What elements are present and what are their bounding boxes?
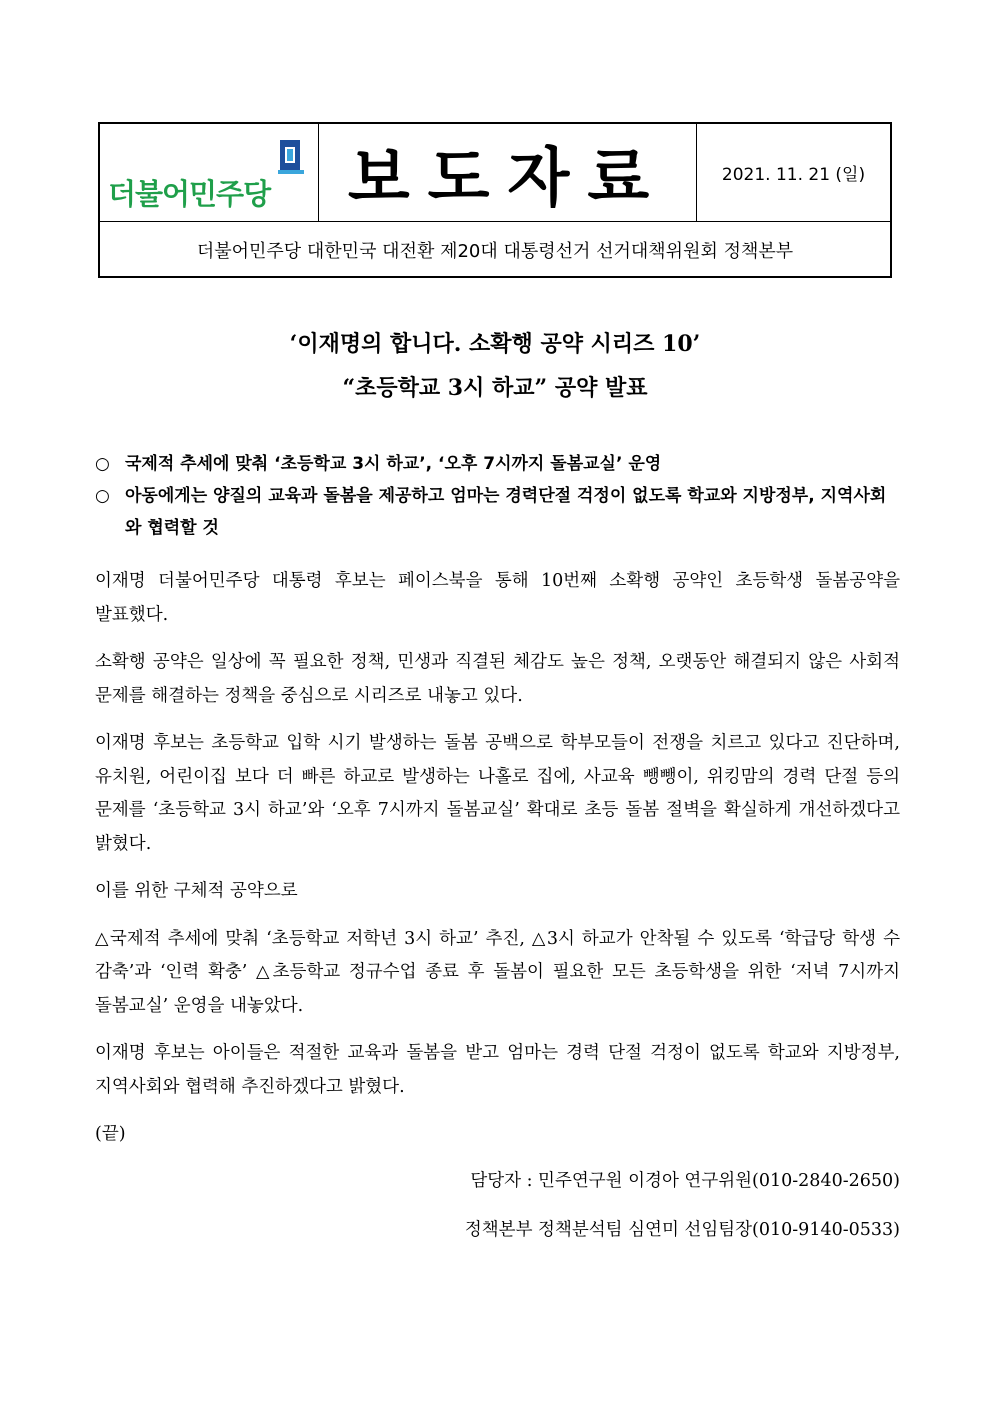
body-paragraph: 이재명 후보는 초등학교 입학 시기 발생하는 돌봄 공백으로 학부모들이 전쟁을 치르고 있다고 진단하며, 유치원, 어린이집 보다 더 빠른 하교로 발생하는 나홀로 집에, 사교육 뺑뺑이, 위킹맘의 경력 단절 등의 문제를 ‘초등학교 3시 하교’와 ‘오후 7시까지 돌봄교실’ 확대로 초등 돌봄 절벽을 확실하게 개선하겠다고 밝혔다. — [95, 733, 900, 854]
party-logo — [100, 124, 319, 221]
body-paragraph: 이재명 후보는 아이들은 적절한 교육과 돌봄을 받고 엄마는 경력 단절 걱정이 없도록 학교와 지방정부, 지역사회와 협력해 추진하겠다고 밝혔다. — [95, 1043, 900, 1097]
headline-line-2: “초등학교 3시 하교” 공약 발표 — [342, 375, 648, 401]
bullet-text: 아동에게는 양질의 교육과 돌봄을 제공하고 엄마는 경력단절 걱정이 없도록 학교와 지방정부, 지역사회와 협력할 것 — [125, 486, 887, 538]
body-paragraph: 소확행 공약은 일상에 꼭 필요한 정책, 민생과 직결된 체감도 높은 정책, 오랫동안 해결되지 않은 사회적 문제를 해결하는 정책을 중심으로 시리즈로 내놓고 있다. — [95, 652, 900, 706]
release-date: 2021. 11. 21 (일) — [721, 165, 866, 185]
bullet-circle-icon: ○ — [95, 454, 110, 474]
press-release-header — [98, 122, 892, 278]
body-paragraph: 이재명 더불어민주당 대통령 후보는 페이스북을 통해 10번째 소확행 공약인 초등학생 돌봄공약을 발표했다. — [95, 571, 900, 625]
end-mark: (끝) — [95, 1124, 126, 1144]
header-top-row — [100, 124, 890, 222]
headline-line-1: ‘이재명의 합니다. 소확행 공약 시리즈 10’ — [289, 331, 701, 357]
logo-text: 더불어민주당 — [108, 177, 271, 211]
logo-mark-icon — [278, 140, 304, 174]
contact-line: 정책본부 정책분석팀 심연미 선임팀장(010-9140-0533) — [464, 1220, 900, 1240]
summary-bullets — [95, 448, 900, 544]
bullet-text: 국제적 추세에 맞춰 ‘초등학교 3시 하교’, ‘오후 7시까지 돌봄교실’ 운영 — [125, 454, 662, 474]
summary-bullet — [95, 480, 900, 544]
article-body — [95, 565, 900, 1263]
organization-name: 더불어민주당 대한민국 대전환 제20대 대통령선거 선거대책위원회 정책본부 — [196, 240, 794, 262]
headline — [98, 322, 892, 410]
body-paragraph: △국제적 추세에 맞춰 ‘초등학교 저학년 3시 하교’ 추진, △3시 하교가 안착될 수 있도록 ‘학급당 학생 수 감축’과 ‘인력 확충’ △초등학교 정규수업 종료 후 돌봄이 필요한 모든 초등학생을 위한 ‘저녁 7시까지 돌봄교실’ 운영을 내놓았다. — [95, 928, 900, 1016]
contact-line: 담당자 : 민주연구원 이경아 연구위원(010-2840-2650) — [470, 1171, 900, 1191]
document-title: 보도자료 — [319, 124, 697, 221]
body-paragraph: 이를 위한 구체적 공약으로 — [95, 881, 298, 901]
bullet-circle-icon: ○ — [95, 486, 110, 506]
summary-bullet — [95, 448, 900, 480]
